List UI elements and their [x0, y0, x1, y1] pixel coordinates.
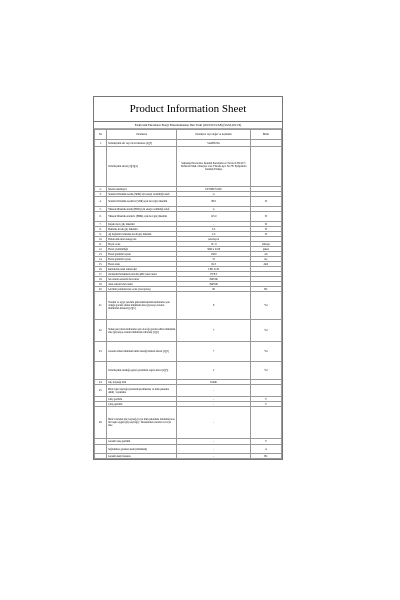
row-unit: V	[250, 397, 281, 402]
row-value: -	[177, 439, 250, 445]
row-no: 12.	[95, 247, 107, 252]
row-unit: tamsayı	[250, 242, 281, 247]
row-value: 138.0	[177, 252, 250, 257]
row-value: G	[177, 207, 250, 212]
table-row	[95, 445, 282, 454]
row-value: 55	[177, 257, 250, 262]
row-no: 24.	[95, 380, 107, 385]
row-parameter: Otomatik Parlaklık Kontrolü (ABC) mevcuttur	[107, 272, 177, 277]
header-unit: Birim	[250, 130, 281, 140]
table-row	[95, 342, 282, 362]
row-parameter: Standart Dinamik Aralık (SDR) için enerji verimliliği sınıfı	[107, 192, 177, 197]
info-table	[94, 129, 282, 459]
row-no: 17.	[95, 272, 107, 277]
row-value: 125.0	[177, 212, 250, 222]
sheet-title: Product Information Sheet	[94, 97, 282, 122]
row-no: 2.	[95, 187, 107, 192]
row-value: 0.5	[177, 227, 250, 232]
product-information-sheet	[93, 96, 283, 460]
row-parameter: Gerekli akım frekansı	[107, 454, 177, 459]
row-parameter: Çıkış gerilimi	[107, 402, 177, 407]
row-value: -	[177, 454, 250, 459]
row-unit: Hz	[250, 287, 281, 292]
row-no: 4.	[95, 197, 107, 207]
row-parameter: Ekran görüntü boyutu	[107, 252, 177, 257]
row-no: 20.	[95, 287, 107, 292]
row-no: 5.	[95, 207, 107, 212]
table-row	[95, 292, 282, 320]
row-no: 6.	[95, 212, 107, 222]
row-value: 8	[177, 292, 250, 320]
row-parameter: Model tanımlayıcı	[107, 187, 177, 192]
header-parameter: Parametre	[107, 130, 177, 140]
row-parameter: Harici standart güç kaynağı (veya ürün paketinde bulunmuyorsa bir başka uygun güç kaynağı) / Desteklenen standart ad veya liste	[107, 407, 177, 439]
row-value: Dahili	[177, 380, 250, 385]
row-value: 7	[177, 342, 250, 362]
row-parameter: Güç kaynağı türü	[107, 380, 177, 385]
row-no: 8.	[95, 227, 107, 232]
table-row	[95, 362, 282, 380]
row-parameter: Standart Dinamik Aralık'ta (SDR) açık mod güç tüketimi	[107, 197, 177, 207]
row-unit	[250, 385, 281, 397]
row-value: 16 : 9	[177, 242, 250, 247]
row-unit: piksel	[250, 247, 281, 252]
row-no: 22.	[95, 320, 107, 342]
row-unit: V	[250, 402, 281, 407]
row-parameter: Yüksek Dinamik Aralık (HDR) için enerji verimliliği sınıfı	[107, 207, 177, 212]
row-value: -	[177, 407, 250, 439]
row-parameter: Kullanılan panel teknolojisi	[107, 267, 177, 272]
row-value: 82.3	[177, 262, 250, 267]
row-parameter: Ses tanıma sensörü mevcuttur	[107, 277, 177, 282]
row-value: -	[177, 397, 250, 402]
row-parameter: Ekran çözünürlüğü	[107, 247, 177, 252]
row-value: 60	[177, 287, 250, 292]
table-row	[95, 407, 282, 439]
row-unit: cm	[250, 252, 281, 257]
row-value: 7	[177, 320, 250, 342]
row-parameter: Giriş gerilimi	[107, 397, 177, 402]
row-parameter: Yazılım ve aygıt yazılımı güncellemelerinin kullanıma açık olduğu garanti edilen minimum süre (piyasaya arzının bitiminden itibaren) [2][5]	[107, 292, 177, 320]
row-parameter: Tedarikçinin adresi [2][3][4]	[107, 147, 177, 187]
row-value: SAMSUNG	[177, 140, 250, 147]
table-header-row	[95, 130, 282, 140]
row-unit: Yıl	[250, 342, 281, 362]
sheet-subtitle: Elektronik Ekranların Enerji Etiketlenmesine Dair Yetki (2019/2013/AB) (SGM-2021/6)	[94, 122, 282, 129]
row-value: -	[177, 402, 250, 407]
row-parameter: Yedek parçaların kullanıma açık olacağı garanti edilen minimum süre (piyasaya arzının bitiminden itibaren) [2][5]	[107, 320, 177, 342]
row-value: 88.0	[177, 197, 250, 207]
row-unit: Yıl	[250, 320, 281, 342]
row-no: 16.	[95, 267, 107, 272]
row-parameter: Yüksek Dinamik Aralık'ta (HDR) açık mod güç tüketimi	[107, 212, 177, 222]
row-unit	[250, 407, 281, 439]
row-parameter: Harici güç kaynağı (standartlaştırılmamış ve ürün paketine dahil) / Açıklama	[107, 385, 177, 397]
row-value: G	[177, 192, 250, 197]
row-value: 2	[177, 362, 250, 380]
row-no: 7.	[95, 222, 107, 227]
table-row	[95, 454, 282, 459]
row-unit: W	[250, 212, 281, 222]
row-value: -	[177, 385, 250, 397]
row-value: -	[177, 222, 250, 227]
row-no: 14.	[95, 257, 107, 262]
row-no	[95, 445, 107, 454]
row-unit: Hz	[250, 454, 281, 459]
row-parameter: Ekran görüntü boyutu	[107, 257, 177, 262]
row-unit: A	[250, 445, 281, 454]
row-parameter: Elektronik ekran kategorisi	[107, 237, 177, 242]
row-no	[95, 454, 107, 459]
row-unit: Yıl	[250, 292, 281, 320]
row-no	[95, 147, 107, 187]
row-parameter: Tedarikçinin adı veya ticari markası [2][3]	[107, 140, 177, 147]
row-parameter: Gerekli çıkış gerilimi	[107, 439, 177, 445]
row-unit	[250, 147, 281, 187]
row-unit: inç	[250, 257, 281, 262]
row-value: HAYIR	[177, 282, 250, 287]
row-value: Samsung Electronics İstanbul Pazarlama ve Ticaret LTD.ŞTİ / Defterdar Mah. Otakçılar Cad. Flatofis Apt. No:78/ Eyüpsultan İstanbul,Türkiye	[177, 147, 250, 187]
row-no	[95, 362, 107, 380]
row-parameter: Ekran alanı	[107, 262, 177, 267]
row-parameter: Kapalı mod, güç tüketimi	[107, 222, 177, 227]
row-no: 15.	[95, 262, 107, 267]
row-parameter: Garanti edilen minimum ürün desteği hizmeti süresi [2][5]	[107, 342, 177, 362]
row-value: HAYIR	[177, 277, 250, 282]
header-value: Parametre veya değer ve Açıklama	[177, 130, 250, 140]
row-parameter: Sağlanması gereken akım (minimum)	[107, 445, 177, 454]
row-no: 21.	[95, 292, 107, 320]
row-value: 2.0	[177, 232, 250, 237]
row-value: -	[177, 445, 250, 454]
row-unit: W	[250, 222, 281, 227]
table-row	[95, 147, 282, 187]
row-no: 19.	[95, 282, 107, 287]
row-no: 11.	[95, 242, 107, 247]
table-row	[95, 197, 282, 207]
row-value: UE55BU7100U	[177, 187, 250, 192]
row-unit	[250, 140, 281, 147]
table-row	[95, 140, 282, 147]
row-no: 23.	[95, 342, 107, 362]
row-no: 25.	[95, 385, 107, 397]
row-parameter: Boyut oranı	[107, 242, 177, 247]
row-unit: V	[250, 439, 281, 445]
row-no: 10.	[95, 237, 107, 242]
row-no: 9.	[95, 232, 107, 237]
row-no: 18.	[95, 277, 107, 282]
row-parameter: Bekleme modu güç tüketimi	[107, 227, 177, 232]
row-parameter: Görüntü yenileme hızı oranı (varsayılan)	[107, 287, 177, 292]
row-unit: dm2	[250, 262, 281, 267]
header-no: No	[95, 130, 107, 140]
row-unit: Yıl	[250, 362, 281, 380]
row-unit: W	[250, 232, 281, 237]
row-value: EVET	[177, 272, 250, 277]
row-value: televizyon	[177, 237, 250, 242]
row-no: 26.	[95, 407, 107, 439]
row-value: LED LCD	[177, 267, 250, 272]
row-value: 3840 x 2160	[177, 247, 250, 252]
table-row	[95, 320, 282, 342]
row-parameter: Ağ bağlantılı bekleme modu güç tüketimi	[107, 232, 177, 237]
row-no: 13.	[95, 252, 107, 257]
table-row	[95, 212, 282, 222]
row-unit: W	[250, 197, 281, 207]
row-parameter: Alan sensörü mevcuttur	[107, 282, 177, 287]
row-unit: W	[250, 227, 281, 232]
row-no: 1.	[95, 140, 107, 147]
row-parameter: Tedarikçinin sunduğu genel garantinin asgari süresi [2][5]	[107, 362, 177, 380]
table-row	[95, 385, 282, 397]
row-no: 3.	[95, 192, 107, 197]
